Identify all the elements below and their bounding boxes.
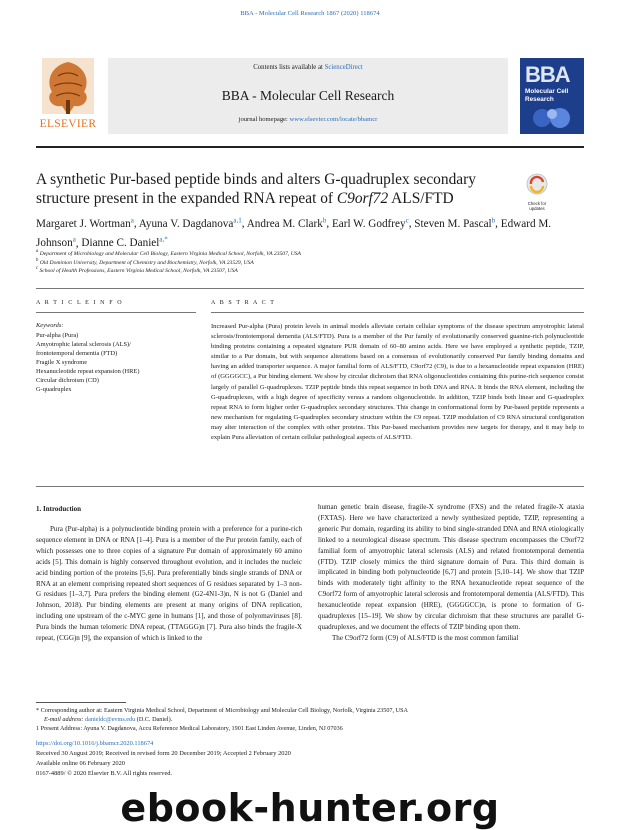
badge-label: Check for updates (527, 201, 547, 211)
keyword-item: Amyotrophic lateral sclerosis (ALS)/ (36, 341, 131, 348)
author-name: Margaret J. Wortman (36, 217, 131, 230)
contents-prefix: Contents lists available at (253, 64, 325, 71)
affiliation-sup: a (36, 249, 39, 254)
email-link[interactable]: danieldc@evms.edu (85, 716, 136, 723)
author-separator: , (326, 217, 332, 230)
affiliation-c (36, 266, 238, 274)
keyword-item: frontotemporal dementia (FTD) (36, 350, 118, 357)
journal-cover-image[interactable] (520, 58, 584, 134)
author[interactable] (81, 237, 167, 249)
affiliation-text: Department of Microbiology and Molecular Cell Biology, Eastern Virginia Medical School, Norfolk, VA 23507, USA (39, 250, 301, 257)
title-part-3: ALS/FTD (388, 190, 454, 207)
keywords-list (36, 331, 196, 394)
body-column-right (318, 502, 584, 644)
affiliation-text: Old Dominion University, Department of Chemistry and Biochemistry, Norfolk, VA 23529, USA (39, 259, 254, 266)
abstract-heading: A B S T R A C T (211, 300, 276, 306)
author[interactable] (36, 218, 134, 230)
title-gene-name: C9orf72 (336, 190, 389, 207)
author-affiliation-sup[interactable]: a (130, 216, 134, 224)
homepage-link[interactable]: www.elsevier.com/locate/bbamcr (289, 116, 378, 123)
email-note (44, 716, 604, 723)
journal-title: BBA - Molecular Cell Research (221, 88, 395, 103)
homepage-label: journal homepage: (238, 116, 290, 123)
author[interactable] (414, 218, 495, 230)
author[interactable] (247, 218, 327, 230)
paragraph: Pura (Pur-alpha) is a polynucleotide binding protein with a preference for a purine-rich sequence element in DNA or RNA [1–4]. Pura is a member of the Pur protein family, each of which possesses one to three copies of a signature Pur domain of approximately 60 amino acids [5]. This domain is highly conserved throughout evolution, and it includes the nucleic acid binding portion of the proteins [5,6]. Pura preferentially binds single strands of DNA or RNA at an element comprising repeated short sequences of G residues separated by 1–3 non-G residues [1–3,7]. Pura prefers the binding element (G2-4N1-3)n, N is not G (Daniel and Johnson, 2018). Pur binding elements are present at many origins of DNA replication, including one upstream of the c-MYC gene in humans [1], and those of polyomaviruses [8]. Pura binds the human telomeric DNA repeat, (TTAGGG)n [7]. Pura also binds the fragile-X repeat, (CGG)n [9], the expansion of which is linked to the (36, 525, 302, 643)
author-separator: , (133, 217, 139, 230)
affiliation-text: School of Health Professions, Eastern Virginia Medical School, Norfolk, VA 23507, USA (39, 267, 238, 274)
paragraph: The C9orf72 form (C9) of ALS/FTD is the most common familial (332, 633, 519, 642)
author-affiliation-sup[interactable]: a,1 (233, 216, 242, 224)
author-affiliation-sup[interactable]: b (322, 216, 327, 224)
author-name: Edward M. Johnson (36, 217, 552, 250)
keywords-label: Keywords: (36, 322, 64, 329)
author-name: Andrea M. Clark (246, 217, 323, 230)
author-name: Ayuna V. Dagdanova (138, 217, 234, 230)
author-separator: , (408, 217, 415, 230)
present-address-note: 1 Present Address: Ayuna V. Dagdanova, Accu Reference Medical Laboratory, 1901 East Linden Avenue, Linden, NJ 07036 (36, 725, 343, 732)
author-name: Dianne C. Daniel (81, 237, 160, 250)
author[interactable] (139, 218, 242, 230)
email-label: E-mail address: (44, 716, 86, 723)
cover-graphic-icon (528, 106, 576, 130)
body-column-left (36, 524, 302, 644)
author-separator: , (75, 237, 82, 250)
author-affiliation-sup[interactable]: a,* (159, 235, 168, 244)
author-name: Earl W. Godfrey (331, 217, 406, 230)
introduction-heading: 1. Introduction (36, 505, 81, 513)
keyword-item: G-quadruplex (36, 386, 72, 393)
keyword-item: Circular dichroism (CD) (36, 377, 99, 384)
info-rule-top (36, 288, 584, 289)
copyright-line: 0167-4889/ © 2020 Elsevier B.V. All rights reserved. (36, 770, 173, 777)
received-dates: Received 30 August 2019; Received in revised form 20 December 2019; Accepted 2 February 2020 (36, 750, 291, 757)
keyword-item: Pur-alpha (Pura) (36, 332, 79, 339)
paragraph: human genetic brain disease, fragile-X syndrome (FXS) and the related fragile-X ataxia (FXTAS). Here we have characterized a newly synthesized peptide, TZIP, representing a generic Pur domain, regarding its ability to bind single-stranded DNA and RNA etiologically linked to a neurological disease spectrum. This disease spectrum encompasses the C9orf72 familial form of amyotrophic lateral sclerosis (ALS) and related frontotemporal dementia (FTD). TZIP closely mimics the third signature domain of Pura. This third domain is implicated in binding both polynucleotide [6,7] and protein [5,10–14]. We show that TZIP binds with moderately tight affinity to the RNA hexanucleotide repeat sequence of the C9orf72 form of amyotrophic lateral sclerosis and frontotemporal dementia (ALS/FTD). This hexanucleotide repeat expansion (HRE), (GGGGCC)n, is prone to formation of G-quadruplexes [15–19]. We show by circular dichroism that these structures are parallel G-quadruplexes, and we document the effects of TZIP binding upon them. (318, 503, 584, 631)
author-affiliation-sup[interactable]: c (405, 216, 409, 224)
journal-homepage (108, 116, 508, 123)
author-name: Steven M. Pascal (414, 217, 492, 230)
article-title (36, 170, 506, 208)
abstract-rule-bottom (36, 486, 584, 487)
corresponding-author-note: * Corresponding author at: Eastern Virginia Medical School, Department of Microbiology and Molecular Cell Biology, Norfolk, Virginia 23507, USA (36, 707, 408, 714)
contents-line (108, 64, 508, 71)
keyword-item: Fragile X syndrome (36, 359, 88, 366)
email-suffix: (D.C. Daniel). (135, 716, 173, 723)
check-for-updates-badge[interactable] (522, 172, 552, 211)
affiliation-sup: b (36, 258, 39, 263)
abstract-rule (211, 312, 584, 313)
footnote-rule (36, 702, 126, 703)
keyword-item: Hexanucleotide repeat expansion (HRE) (36, 368, 140, 375)
available-online: Available online 06 February 2020 (36, 760, 125, 767)
header-rule (36, 146, 584, 148)
author-separator: , (495, 217, 501, 230)
elsevier-wordmark: ELSEVIER (39, 118, 97, 130)
author-affiliation-sup[interactable]: b (491, 216, 496, 224)
title-part-1: A synthetic Pur-based peptide binds and alters G-quadruplex secondary structure present in the expanded RNA repeat of (36, 171, 476, 207)
article-info-rule (36, 312, 196, 313)
author-list (36, 212, 584, 251)
elsevier-logo[interactable] (36, 56, 100, 132)
cover-subtitle: Molecular Cell Research (525, 88, 569, 103)
article-info-heading: A R T I C L E I N F O (36, 300, 124, 306)
author-affiliation-sup[interactable]: a (72, 235, 76, 244)
sciencedirect-link[interactable]: ScienceDirect (324, 64, 363, 71)
affiliation-b (36, 258, 254, 266)
abstract-text: Increased Pur-alpha (Pura) protein levels in animal models alleviate certain cellular symptoms of the disease spectrum amyotrophic lateral sclerosis/frontotemporal dementia (ALS/FTD). Pura is a member of the Pur family of evolutionarily conserved guanine-rich polynucleotide binding proteins containing a repeated signature PUR domain of 60–80 amino acids. Here we have employed a synthetic peptide, TZIP, similar to a Pur domain, but with sequence alterations based on a consensus of evolutionarily conserved Pur family binding domains and having an added transporter sequence. A major familial form of ALS/FTD, C9orf72 (C9), is due to a hexanucleotide repeat expansion (HRE) of (GGGGCC), a Pur binding element. We show by circular dichroism that RNA oligonucleotides containing this purine-rich sequence consist largely of parallel G-quadruplexes. TZIP peptide binds this repeat sequence in both DNA and RNA. It binds the RNA element, including the G-quadruplexes, with a high degree of specificity versus a random oligonucleotide. In addition, TZIP binds both linear and G-quadruplex repeat RNA to form higher order G-quadruplex secondary structures. This change in conformational form by Pur-based peptide represents a new mechanism for regulating G-quadruplex secondary structure within the C9 repeat. TZIP modulation of C9 RNA structural configuration may alter interaction of the complex with other proteins. This Pur-based mechanism provides new targets for therapy, and it may help to explain Pura alleviation of certain cellular pathological aspects of ALS/FTD. (211, 323, 584, 442)
cover-title: BBA (525, 62, 570, 87)
doi-link[interactable]: https://doi.org/10.1016/j.bbamcr.2020.118674 (36, 740, 154, 747)
author-separator: , (241, 217, 247, 230)
affiliation-sup: c (36, 266, 39, 271)
watermark: ebook-hunter.org (120, 786, 500, 830)
author[interactable] (332, 218, 409, 230)
check-updates-icon (522, 172, 552, 196)
journal-reference[interactable]: BBA - Molecular Cell Research 1867 (2020) 118674 (240, 10, 380, 17)
affiliation-a (36, 249, 301, 257)
